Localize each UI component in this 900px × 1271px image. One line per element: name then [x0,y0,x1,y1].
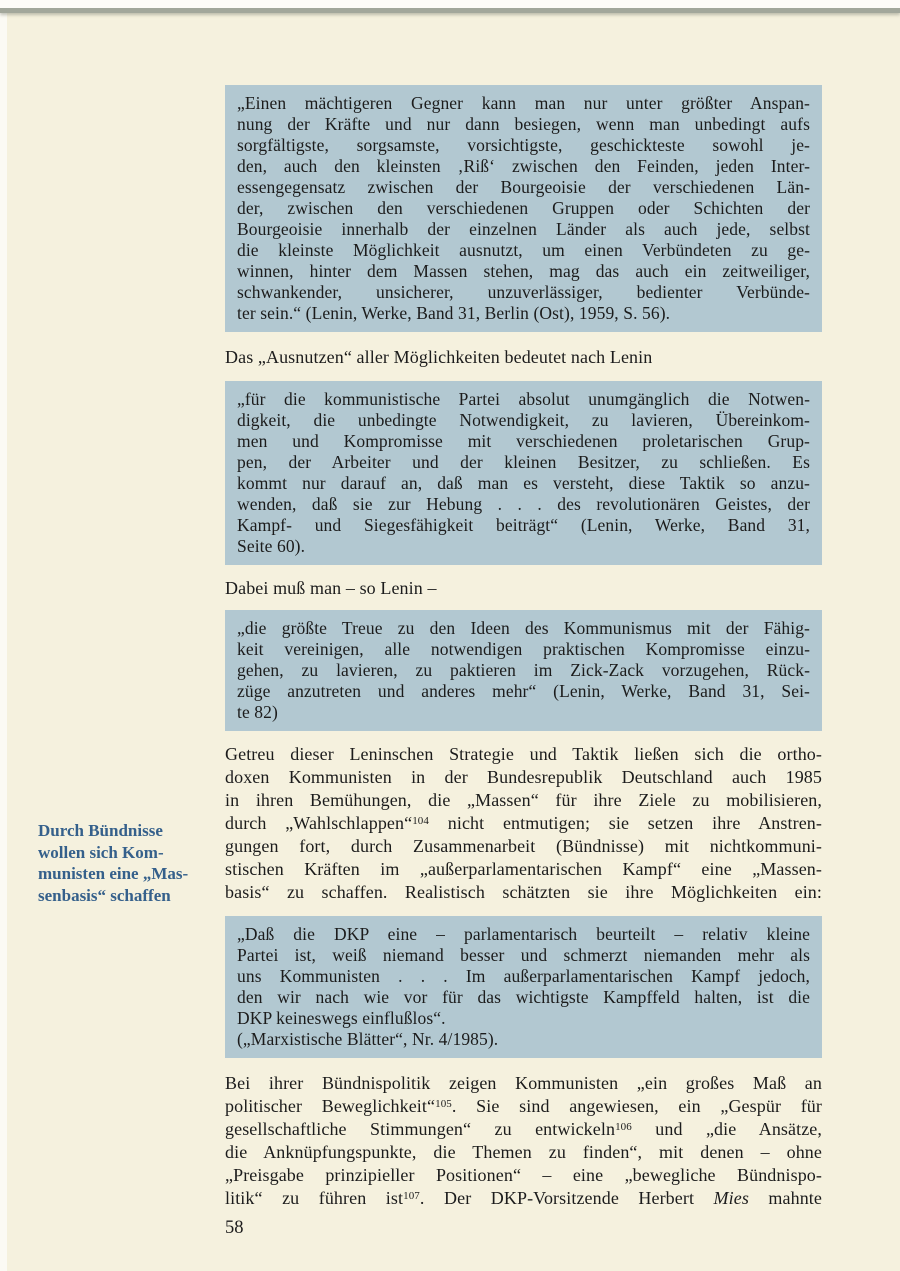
text-line: wollen sich Kom- [38,842,164,862]
text-line: „Preisgabe prinzipieller Positionen“ – eine „bewegliche Bündnispo- [225,1165,822,1185]
text-line: „die größte Treue zu den Ideen des Kommunismus mit der Fähig- [237,618,810,638]
text-line: winnen, hinter dem Massen stehen, mag das auch ein zeitweiliger, [237,261,810,281]
text-line: essengegensatz zwischen der Bourgeoisie der verschiedenen Län- [237,177,810,197]
text-line: nung der Kräfte und nur dann besiegen, wenn man unbedingt aufs [237,114,810,134]
text-line: wenden, daß sie zur Hebung . . . des revolutionären Geistes, der [237,494,810,514]
dkp-marxistische-blaetter-quote [225,916,822,1058]
text-line: uns Kommunisten . . . Im außerparlamentarischen Kampf jedoch, [237,966,810,986]
text-line: der, zwischen den verschiedenen Gruppen oder Schichten der [237,198,810,218]
text-line: gesellschaftliche Stimmungen“ zu entwickeln$^{106}$ und „die Ansätze, [225,1119,822,1139]
text-line: kommt nur darauf an, daß man es versteht, diese Taktik so anzu- [237,473,810,493]
text-line: men und Kompromisse mit verschiedenen proletarischen Grup- [237,431,810,451]
text-line: die kleinste Möglichkeit ausnutzt, um einen Verbündeten zu ge- [237,240,810,260]
text-line: „für die kommunistische Partei absolut unumgänglich die Notwen- [237,389,810,409]
text-line: Durch Bündnisse [38,821,163,840]
text-line: Getreu dieser Leninschen Strategie und Taktik ließen sich die ortho- [225,744,822,764]
margin-note [38,820,216,906]
text-column [225,85,822,1210]
text-line: stischen Kräften im „außerparlamentarischen Kampf“ eine „Massen- [225,859,822,879]
text-line: Bei ihrer Bündnispolitik zeigen Kommunisten „ein großes Maß an [225,1073,822,1093]
text-line: gehen, zu lavieren, zu paktieren im Zick-Zack vorzugehen, Rück- [237,660,810,680]
text-line: („Marxistische Blätter“, Nr. 4/1985). [237,1029,499,1049]
text-line: munisten eine „Mas- [38,864,189,883]
text-line: Das „Ausnutzen“ aller Möglichkeiten bedeutet nach Lenin [225,347,653,367]
text-line: pen, der Arbeiter und der kleinen Besitzer, zu schließen. Es [237,452,810,472]
page-top-shadow [0,0,900,13]
text-line: digkeit, die unbedingte Notwendigkeit, zu lavieren, Übereinkom- [237,410,810,430]
text-line: „Daß die DKP eine – parlamentarisch beurteilt – relativ kleine [237,924,810,944]
paragraph-getreu [225,743,822,904]
page-number: 58 [225,1218,244,1238]
text-line: te 82) [237,702,278,722]
text-line: gungen fort, durch Zusammenarbeit (Bündnisse) mit nichtkommuni- [225,836,822,856]
text-line: „Einen mächtigeren Gegner kann man nur unter größter Anspan- [237,93,810,113]
text-line: Seite 60). [237,536,306,556]
lenin-quote-2 [225,381,822,565]
text-line: den wir nach wie vor für das wichtigste Kampffeld halten, ist die [237,987,810,1007]
text-line: sorgfältigste, sorgsamste, vorsichtigste, geschickteste sowohl je- [237,135,810,155]
lenin-quote-1 [225,85,822,332]
text-line: die Anknüpfungspunkte, die Themen zu finden“, mit denen – ohne [225,1142,822,1162]
text-line: politischer Beweglichkeit“$^{105}$. Sie sind angewiesen, ein „Gespür für [225,1096,822,1116]
text-line: schwankender, unsicherer, unzuverlässiger, bedienter Verbünde- [237,282,810,302]
text-line: keit vereinigen, alle notwendigen praktischen Kompromisse einzu- [237,639,810,659]
text-line: senbasis“ schaffen [38,885,171,905]
paragraph-dabei [225,577,822,600]
text-line: DKP keineswegs einflußlos“. [237,1008,446,1028]
text-line: den, auch den kleinsten ‚Riß‘ zwischen den Feinden, jeden Inter- [237,156,810,176]
lenin-quote-3 [225,610,822,731]
paragraph-ausnutzen [225,346,822,369]
text-line: in ihren Bemühungen, die „Massen“ für ihre Ziele zu mobilisieren, [225,790,822,810]
text-line: Kampf- und Siegesfähigkeit beiträgt“ (Lenin, Werke, Band 31, [237,515,810,535]
text-line: züge anzutreten und anderes mehr“ (Lenin, Werke, Band 31, Sei- [237,681,810,701]
text-line: litik“ zu führen ist$^{107}$. Der DKP-Vorsitzende Herbert Mies mahnte [225,1188,822,1208]
text-line: basis“ zu schaffen. Realistisch schätzten sie ihre Möglichkeiten ein: [225,882,822,902]
text-line: doxen Kommunisten in der Bundesrepublik Deutschland auch 1985 [225,767,822,787]
text-line: Dabei muß man – so Lenin – [225,578,437,598]
text-line: Bourgeoisie innerhalb der einzelnen Länder als auch jede, selbst [237,219,810,239]
text-line: ter sein.“ (Lenin, Werke, Band 31, Berlin (Ost), 1959, S. 56). [237,303,671,323]
text-line: durch „Wahlschlappen“$^{104}$ nicht entmutigen; sie setzen ihre Anstren- [225,813,822,833]
page-left-edge [0,0,7,1271]
paragraph-buendnispolitik [225,1072,822,1210]
text-line: Partei ist, weiß niemand besser und schmerzt niemanden mehr als [237,945,810,965]
